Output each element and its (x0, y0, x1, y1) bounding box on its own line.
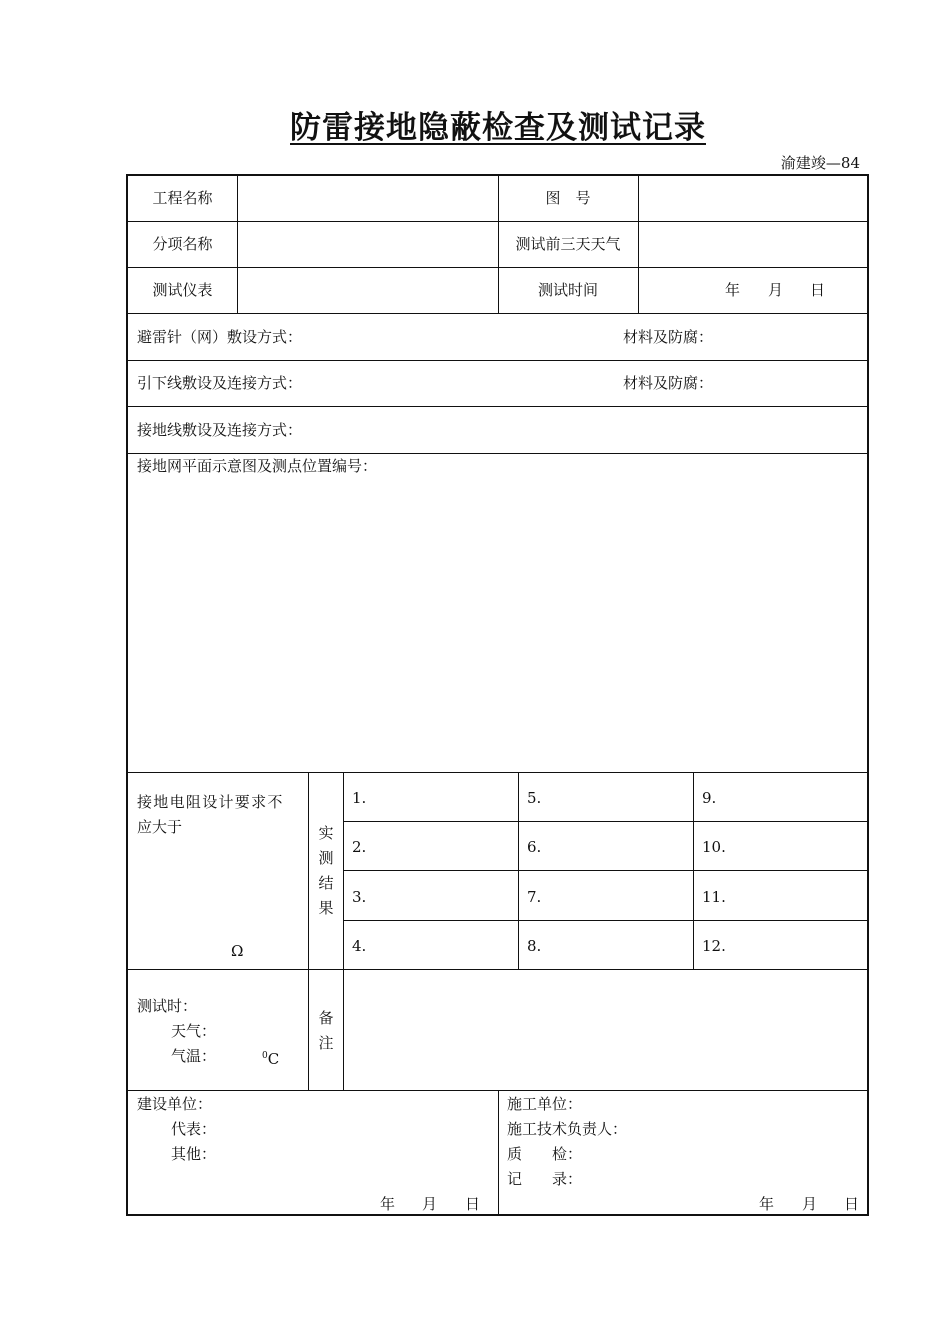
instrument-field[interactable] (240, 280, 495, 300)
measure-point-7[interactable]: 7. (527, 888, 542, 906)
drawing-no-field[interactable] (641, 188, 866, 208)
sub-item-field[interactable] (240, 234, 495, 254)
design-requirement-line1: 接地电阻设计要求不 (137, 793, 284, 811)
measure-point-6[interactable]: 6. (527, 838, 542, 856)
measure-point-2[interactable]: 2. (352, 838, 367, 856)
record-form (126, 174, 869, 1216)
test-time-label: 测试时间 (537, 281, 598, 299)
instrument-label: 测试仪表 (152, 281, 213, 299)
drawing-no-label: 图 号 (545, 189, 591, 207)
weather-at-test-label: 天气： (171, 1022, 217, 1040)
measure-point-4[interactable]: 4. (352, 937, 367, 955)
measured-label-1: 实 (318, 824, 334, 842)
down-conductor-label: 引下线敷设及连接方式： (137, 374, 303, 392)
ground-grid-sketch-area[interactable] (130, 481, 866, 767)
remarks-label-2: 注 (318, 1034, 334, 1052)
test-month: 月 (768, 281, 784, 299)
degree-mark: 0 (262, 1051, 268, 1061)
recorder-label: 记 录： (507, 1170, 583, 1188)
ground-wire-label: 接地线敷设及连接方式： (137, 421, 303, 439)
measure-point-11[interactable]: 11. (702, 888, 726, 906)
quality-check-label: 质 检： (507, 1145, 583, 1163)
ohm-unit: Ω (231, 942, 244, 960)
measure-point-8[interactable]: 8. (527, 937, 542, 955)
contractor-sign-month: 月 (802, 1195, 818, 1213)
measure-point-1[interactable]: 1. (352, 789, 367, 807)
tech-lead-label: 施工技术负责人： (507, 1120, 628, 1138)
design-requirement-line2: 应大于 (137, 818, 183, 836)
measure-point-10[interactable]: 10. (702, 838, 726, 856)
measure-point-5[interactable]: 5. (527, 789, 542, 807)
during-test-label: 测试时： (137, 997, 198, 1015)
contractor-sign-day: 日 (844, 1195, 860, 1213)
page-title: 防雷接地隐蔽检查及测试记录 (290, 110, 706, 146)
measured-label-4: 果 (318, 899, 334, 917)
measured-label-2: 测 (318, 849, 334, 867)
representative-label: 代表： (171, 1120, 217, 1138)
temperature-label: 气温： (171, 1047, 217, 1065)
measure-point-9[interactable]: 9. (702, 789, 717, 807)
test-year: 年 (725, 281, 741, 299)
weather-label: 测试前三天天气 (515, 235, 621, 253)
project-name-label: 工程名称 (152, 189, 213, 207)
measured-label-3: 结 (318, 874, 334, 892)
form-code: 渝建竣—84 (780, 154, 860, 172)
sub-item-label: 分项名称 (152, 235, 213, 253)
owner-sign-year: 年 (380, 1195, 396, 1213)
measure-point-12[interactable]: 12. (702, 937, 726, 955)
remarks-field[interactable] (346, 973, 866, 1086)
material-label-1: 材料及防腐： (623, 328, 714, 346)
ground-grid-label: 接地网平面示意图及测点位置编号： (137, 457, 378, 475)
test-day: 日 (810, 281, 826, 299)
material-label-2: 材料及防腐： (623, 374, 714, 392)
celsius-c: C (267, 1050, 280, 1068)
others-label: 其他： (171, 1145, 217, 1163)
owner-unit-label: 建设单位： (137, 1095, 213, 1113)
lightning-rod-label: 避雷针（网）敷设方式： (137, 328, 303, 346)
owner-sign-month: 月 (422, 1195, 438, 1213)
celsius-unit (262, 1046, 279, 1069)
owner-sign-day: 日 (465, 1195, 481, 1213)
project-name-field[interactable] (240, 188, 495, 208)
remarks-label-1: 备 (318, 1009, 334, 1027)
measure-point-3[interactable]: 3. (352, 888, 367, 906)
contractor-unit-label: 施工单位： (507, 1095, 583, 1113)
weather-field[interactable] (641, 234, 866, 254)
contractor-sign-year: 年 (759, 1195, 775, 1213)
